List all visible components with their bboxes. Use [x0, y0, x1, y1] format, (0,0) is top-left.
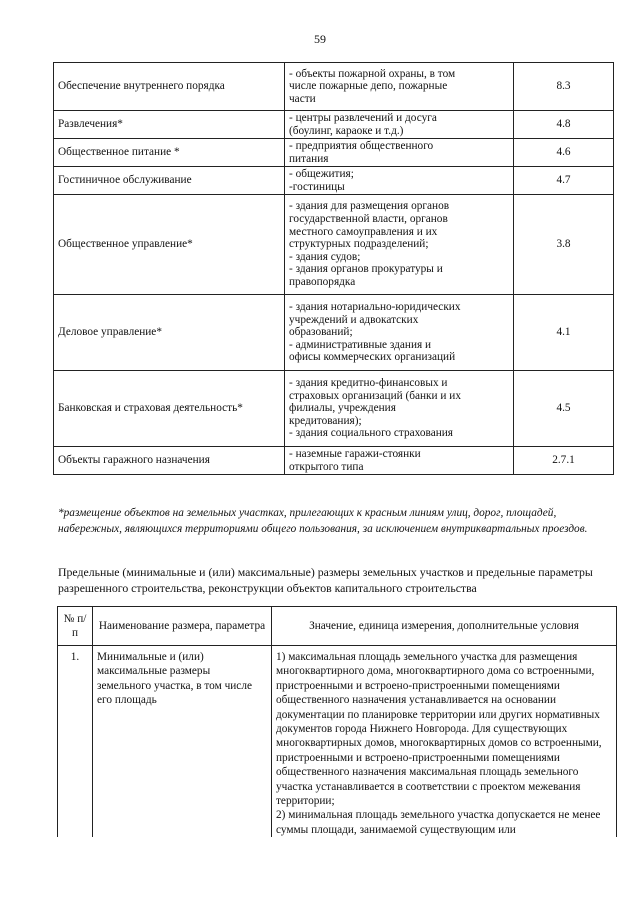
- land-use-row: [54, 295, 614, 371]
- detail-line: - наземные гаражи-стоянки: [289, 447, 421, 460]
- footnote: *размещение объектов на земельных участках, прилегающих к красным линиям улиц, дорог, площадей, набережных, являющихся территориями общего пользования, за исключением внутриквартальных проездов.: [58, 507, 588, 535]
- header-name: Наименование размера, параметра: [93, 607, 272, 646]
- detail-line: - административные здания и: [289, 338, 432, 351]
- land-use-details: [285, 167, 514, 195]
- detail-line: -гостиницы: [289, 180, 345, 193]
- land-use-details: [285, 139, 514, 167]
- detail-line: - объекты пожарной охраны, в том: [289, 67, 456, 80]
- detail-line: - центры развлечений и досуга: [289, 111, 437, 124]
- land-use-details: [285, 195, 514, 295]
- detail-line: - общежития;: [289, 167, 354, 180]
- land-use-code: 4.6: [514, 139, 614, 167]
- land-use-name: Гостиничное обслуживание: [54, 167, 285, 195]
- detail-line: правопорядка: [289, 275, 356, 288]
- page-number: 59: [314, 32, 326, 46]
- land-use-row: [54, 139, 614, 167]
- land-use-code: 8.3: [514, 63, 614, 111]
- land-use-row: [54, 63, 614, 111]
- land-use-row: [54, 111, 614, 139]
- land-use-row: [54, 447, 614, 475]
- row-value-item-2: 2) минимальная площадь земельного участка допускается не менее суммы площади, занимаемой существующим или: [276, 809, 601, 836]
- header-number: № п/п: [58, 607, 93, 646]
- detail-line: - здания судов;: [289, 250, 361, 263]
- land-use-code: 4.1: [514, 295, 614, 371]
- detail-line: филиалы, учреждения: [289, 402, 396, 415]
- land-use-details: [285, 295, 514, 371]
- detail-line: учреждений и адвокатских: [289, 313, 419, 326]
- detail-line: числе пожарные депо, пожарные: [289, 80, 448, 93]
- row-number: 1.: [58, 646, 93, 838]
- land-use-name: Объекты гаражного назначения: [54, 447, 285, 475]
- land-use-code: 4.5: [514, 371, 614, 447]
- intro-paragraph: Предельные (минимальные и (или) максимальные) размеры земельных участков и предельные параметры разрешенного строительства, реконструкции объектов капитального строительства: [58, 565, 593, 595]
- detail-line: образований;: [289, 326, 353, 339]
- row-name: Минимальные и (или) максимальные размеры земельного участка, в том числе его площадь: [93, 646, 272, 838]
- parameters-header-row: [58, 607, 617, 646]
- land-use-name: Общественное управление*: [54, 195, 285, 295]
- detail-line: государственной власти, органов: [289, 213, 448, 226]
- land-use-row: [54, 371, 614, 447]
- land-use-details: [285, 447, 514, 475]
- detail-line: (боулинг, караоке и т.д.): [289, 124, 404, 137]
- detail-line: кредитования);: [289, 414, 362, 427]
- land-use-table: [53, 62, 614, 475]
- detail-line: страховых организаций (банки и их: [289, 389, 461, 402]
- land-use-name: Общественное питание *: [54, 139, 285, 167]
- land-use-name: Банковская и страховая деятельность*: [54, 371, 285, 447]
- detail-line: структурных подразделений;: [289, 238, 429, 251]
- row-value: [272, 646, 617, 838]
- land-use-row: [54, 167, 614, 195]
- detail-line: - здания кредитно-финансовых и: [289, 377, 448, 390]
- detail-line: местного самоуправления и их: [289, 225, 438, 238]
- land-use-details: [285, 63, 514, 111]
- detail-line: открытого типа: [289, 460, 364, 473]
- detail-line: офисы коммерческих организаций: [289, 351, 456, 364]
- land-use-name: Развлечения*: [54, 111, 285, 139]
- land-use-details: [285, 111, 514, 139]
- land-use-code: 4.7: [514, 167, 614, 195]
- parameters-table: [57, 606, 617, 837]
- detail-line: части: [289, 92, 316, 105]
- land-use-name: Обеспечение внутреннего порядка: [54, 63, 285, 111]
- detail-line: питания: [289, 152, 329, 165]
- detail-line: - предприятия общественного: [289, 139, 434, 152]
- land-use-details: [285, 371, 514, 447]
- land-use-row: [54, 195, 614, 295]
- parameters-row: [58, 646, 617, 838]
- detail-line: - здания нотариально-юридических: [289, 301, 461, 314]
- land-use-code: 3.8: [514, 195, 614, 295]
- detail-line: - здания социального страхования: [289, 427, 453, 440]
- land-use-code: 2.7.1: [514, 447, 614, 475]
- detail-line: - здания органов прокуратуры и: [289, 263, 443, 276]
- land-use-code: 4.8: [514, 111, 614, 139]
- detail-line: - здания для размещения органов: [289, 200, 450, 213]
- land-use-name: Деловое управление*: [54, 295, 285, 371]
- header-value: Значение, единица измерения, дополнительные условия: [272, 607, 617, 646]
- row-value-item-1: 1) максимальная площадь земельного участка для размещения многоквартирного дома, многоквартирного дома со встроенными, пристроенными и встроено-пристроенными помещениями общественного назначения устанавливается на основании документации по планировке территории или других нормативных документов города Нижнего Новгорода. Для существующих многоквартирных домов, многоквартирных домов со встроенными, пристроенными и встроено-пристроенными помещениями общественного назначения максимальная площадь земельного участка устанавливается в соответствии с проектом межевания территории;: [276, 651, 602, 808]
